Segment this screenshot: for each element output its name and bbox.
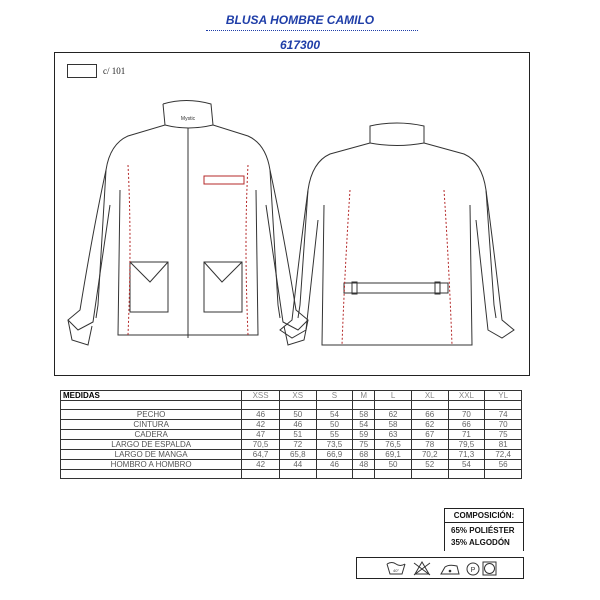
size-header: S bbox=[316, 391, 353, 401]
table-row: CADERA 47 51 55 59 63 67 71 75 bbox=[61, 430, 522, 440]
svg-text:40°: 40° bbox=[392, 568, 400, 573]
size-header: XL bbox=[411, 391, 448, 401]
size-header: L bbox=[375, 391, 412, 401]
wash-40-icon bbox=[387, 563, 405, 575]
table-row: HOMBRO A HOMBRO 42 44 46 48 50 52 54 56 bbox=[61, 460, 522, 470]
svg-text:P: P bbox=[470, 567, 476, 574]
composition-title: COMPOSICIÓN: bbox=[445, 509, 523, 523]
row-label: LARGO DE ESPALDA bbox=[61, 440, 242, 450]
no-bleach-icon bbox=[414, 562, 430, 575]
composition-line: 35% ALGODÓN bbox=[451, 538, 510, 547]
size-header: XSS bbox=[242, 391, 280, 401]
iron-icon bbox=[441, 565, 459, 574]
color-code: c/ 101 bbox=[103, 66, 126, 76]
front-view-sketch bbox=[68, 101, 308, 346]
size-header: XXL bbox=[448, 391, 485, 401]
composition-line: 65% POLIÉSTER bbox=[451, 526, 515, 535]
size-header: YL bbox=[485, 391, 522, 401]
measurements-table bbox=[60, 390, 522, 479]
document-title: BLUSA HOMBRE CAMILO bbox=[225, 13, 375, 27]
care-symbols-box bbox=[356, 557, 524, 579]
composition-box bbox=[444, 508, 524, 551]
row-label: PECHO bbox=[61, 410, 242, 420]
row-label: LARGO DE MANGA bbox=[61, 450, 242, 460]
row-label: CADERA bbox=[61, 430, 242, 440]
size-header: XS bbox=[279, 391, 316, 401]
row-label: HOMBRO A HOMBRO bbox=[61, 460, 242, 470]
size-header: M bbox=[353, 391, 375, 401]
row-label: CINTURA bbox=[61, 420, 242, 430]
dry-clean-p-icon bbox=[467, 563, 479, 575]
table-header-row bbox=[61, 391, 522, 401]
table-row: PECHO 46 50 54 58 62 66 70 74 bbox=[61, 410, 522, 420]
measurements-heading: MEDIDAS bbox=[61, 391, 242, 401]
back-view-sketch bbox=[280, 123, 514, 345]
product-code: 617300 bbox=[279, 38, 321, 52]
table-row: LARGO DE ESPALDA 70,5 72 73,5 75 76,5 78 79,5 81 bbox=[61, 440, 522, 450]
tumble-dry-icon bbox=[483, 562, 496, 575]
collar-label: Mystic bbox=[180, 116, 196, 122]
table-row: CINTURA 42 46 50 54 58 62 66 70 bbox=[61, 420, 522, 430]
table-row: LARGO DE MANGA 64,7 65,8 66,9 68 69,1 70,2 71,3 72,4 bbox=[61, 450, 522, 460]
